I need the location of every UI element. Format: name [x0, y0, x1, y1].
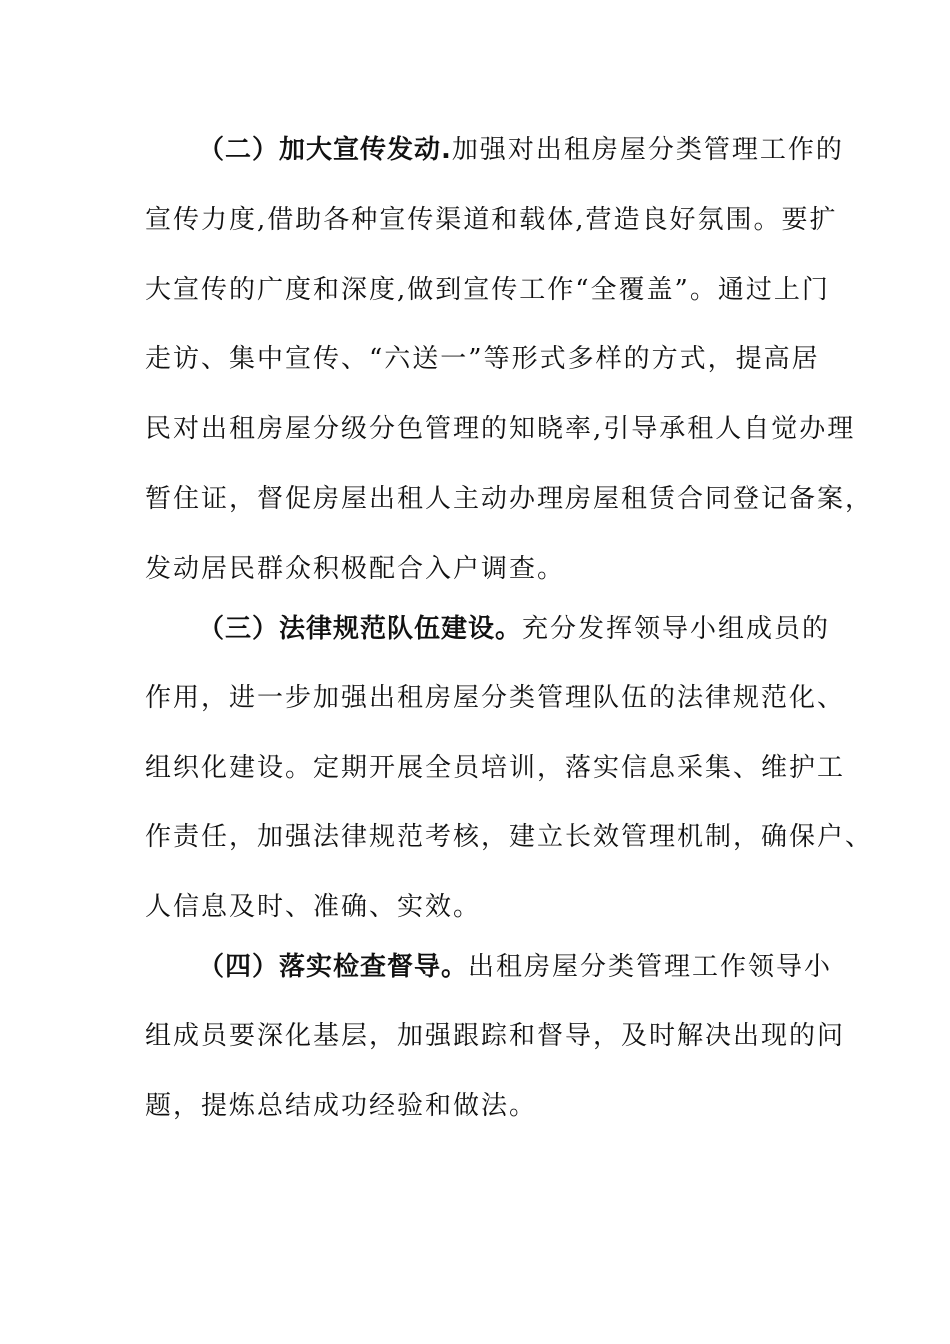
- section2-line-1: [198, 128, 844, 172]
- section2-text: 加强对出租房屋分类管理工作的: [451, 135, 844, 165]
- section2-line-2: 宣传力度,借助各种宣传渠道和载体,营造良好氛围。要扩: [145, 205, 838, 235]
- section4-line-1: [198, 945, 833, 989]
- section3-line-1: [198, 607, 831, 651]
- section3-line-2: 作用，进一步加强出租房屋分类管理队伍的法律规范化、: [145, 683, 846, 713]
- section3-line-3: 组织化建设。定期开展全员培训，落实信息采集、维护工: [145, 753, 846, 783]
- section2-line-7: 发动居民群众积极配合入户调查。: [145, 554, 566, 584]
- section3-text: 充分发挥领导小组成员的: [522, 614, 831, 644]
- section4-line-3: 题，提炼总结成功经验和做法。: [145, 1091, 538, 1121]
- section2-line-6: 暂住证，督促房屋出租人主动办理房屋租赁合同登记备案，: [145, 484, 874, 514]
- section2-line-5: 民对出租房屋分级分色管理的知晓率,引导承租人自觉办理: [145, 414, 856, 444]
- section3-line-4: 作责任，加强法律规范考核，建立长效管理机制，确保户、: [145, 822, 874, 852]
- section3-heading: （三）法律规范队伍建设。: [198, 614, 523, 644]
- section4-line-2: 组成员要深化基层，加强跟踪和督导，及时解决出现的问: [145, 1021, 846, 1051]
- section4-text: 出租房屋分类管理工作领导小: [468, 952, 833, 982]
- section4-heading: （四）落实检查督导。: [198, 952, 469, 982]
- section2-line-3: 大宣传的广度和深度,做到宣传工作“全覆盖”。通过上门: [145, 275, 830, 305]
- section3-line-5: 人信息及时、准确、实效。: [145, 892, 482, 922]
- section2-line-4: 走访、集中宣传、“六送一”等形式多样的方式，提高居: [145, 344, 820, 374]
- section2-heading: （二）加大宣传发动.: [198, 135, 452, 165]
